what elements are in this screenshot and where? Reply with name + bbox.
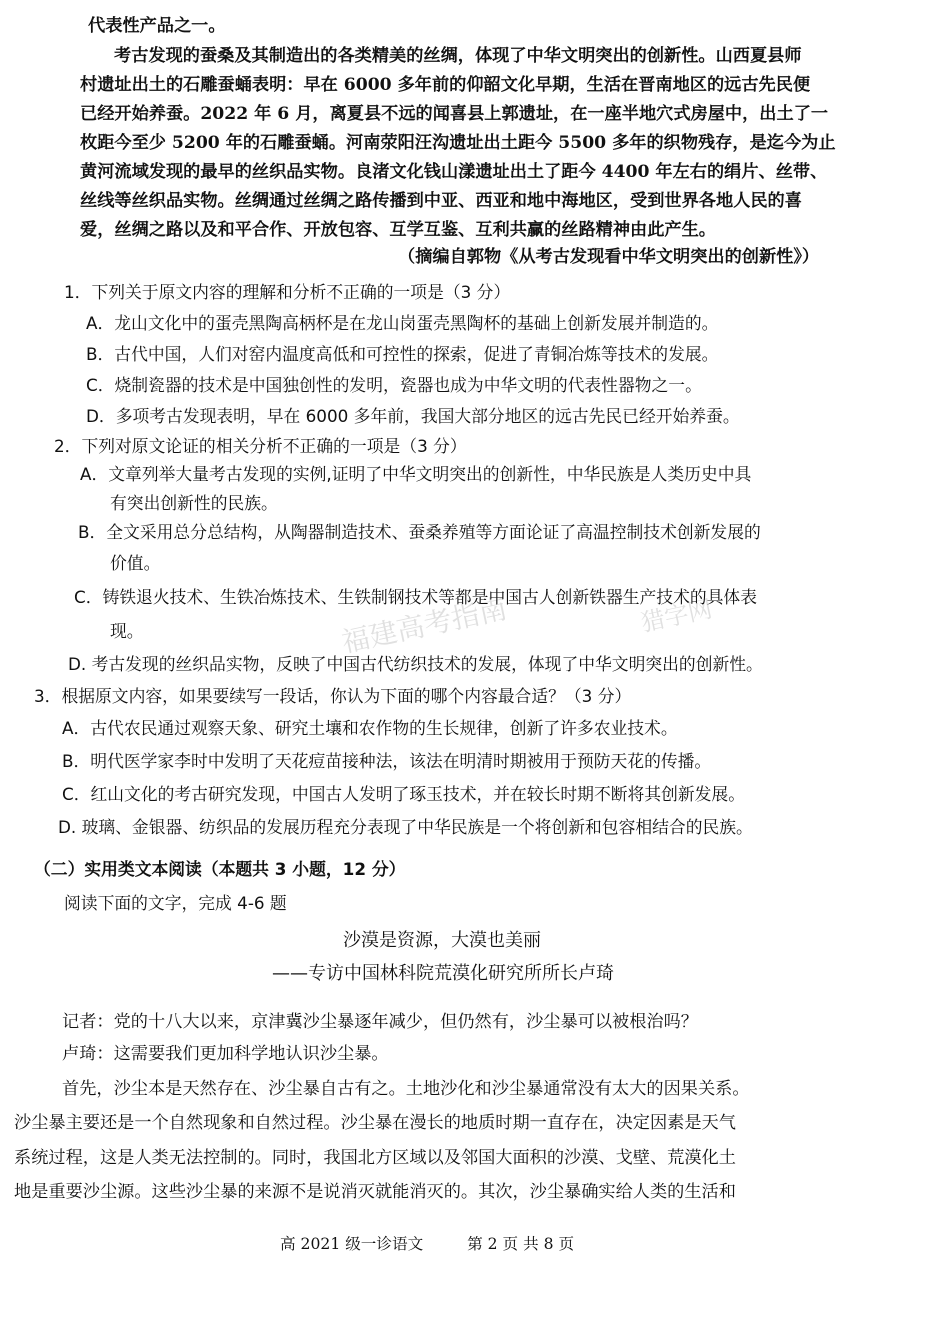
article-paragraph: 地是重要沙尘源。这些沙尘暴的来源不是说消灭就能消灭的。其次，沙尘暴确实给人类的生活和 bbox=[14, 1182, 736, 1202]
footer-page-number: 第 2 页 共 8 页 bbox=[467, 1235, 575, 1253]
question-2-stem: 2．下列对原文论证的相关分析不正确的一项是（3 分） bbox=[54, 436, 467, 456]
watermark-text: 福建高考指南 bbox=[338, 591, 510, 660]
passage-line: 代表性产品之一。 bbox=[88, 16, 226, 36]
article-paragraph: 卢琦：这需要我们更加科学地认识沙尘暴。 bbox=[62, 1044, 389, 1064]
question-2-option-c: C．铸铁退火技术、生铁冶炼技术、生铁制钢技术等都是中国古人创新铁器生产技术的具体表 bbox=[74, 587, 757, 607]
question-2-option-a-cont: 有突出创新性的民族。 bbox=[110, 493, 278, 513]
watermark-brand: 猎字网 bbox=[638, 594, 715, 638]
question-1-option-b: B．古代中国，人们对窑内温度高低和可控性的探索，促进了青铜冶炼等技术的发展。 bbox=[86, 344, 719, 364]
passage-line: 丝线等丝织品实物。丝绸通过丝绸之路传播到中亚、西亚和地中海地区，受到世界各地人民的喜 bbox=[80, 191, 802, 211]
section-instruction: 阅读下面的文字，完成 4-6 题 bbox=[64, 893, 287, 913]
passage-line: 已经开始养蚕。2022 年 6 月，离夏县不远的闻喜县上郭遗址，在一座半地穴式房屋中，出土了一 bbox=[80, 104, 829, 124]
question-1-option-d: D．多项考古发现表明，早在 6000 多年前，我国大部分地区的远古先民已经开始养蚕。 bbox=[86, 406, 740, 426]
question-2-option-d: D. 考古发现的丝织品实物，反映了中国古代纺织技术的发展，体现了中华文明突出的创新性。 bbox=[68, 654, 763, 674]
question-2-option-b-cont: 价值。 bbox=[110, 553, 161, 573]
footer bbox=[280, 1232, 574, 1256]
footer-exam: 高 2021 级一诊语文 bbox=[280, 1235, 424, 1253]
article-paragraph: 系统过程，这是人类无法控制的。同时，我国北方区域以及邻国大面积的沙漠、戈壁、荒漠化土 bbox=[14, 1148, 736, 1168]
passage-line: 考古发现的蚕桑及其制造出的各类精美的丝绸，体现了中华文明突出的创新性。山西夏县师 bbox=[114, 46, 802, 66]
question-2-option-b: B．全文采用总分总结构，从陶器制造技术、蚕桑养殖等方面论证了高温控制技术创新发展的 bbox=[78, 522, 761, 542]
article-paragraph: 记者：党的十八大以来，京津冀沙尘暴逐年减少，但仍然有，沙尘暴可以被根治吗？ bbox=[62, 1012, 698, 1032]
section-heading: （二）实用类文本阅读（本题共 3 小题，12 分） bbox=[34, 859, 406, 879]
article-title: 沙漠是资源，大漠也美丽 bbox=[343, 930, 541, 951]
passage-line: 爱，丝绸之路以及和平合作、开放包容、互学互鉴、互利共赢的丝路精神由此产生。 bbox=[80, 220, 716, 240]
article-paragraph: 沙尘暴主要还是一个自然现象和自然过程。沙尘暴在漫长的地质时期一直存在，决定因素是天气 bbox=[14, 1113, 736, 1133]
article-subtitle: ——专访中国林科院荒漠化研究所所长卢琦 bbox=[272, 963, 614, 984]
question-3-option-a: A．古代农民通过观察天象、研究土壤和农作物的生长规律，创新了许多农业技术。 bbox=[62, 718, 678, 738]
question-1-option-a: A．龙山文化中的蛋壳黑陶高柄杯是在龙山岗蛋壳黑陶杯的基础上创新发展并制造的。 bbox=[86, 313, 719, 333]
question-2-option-a: A．文章列举大量考古发现的实例,证明了中华文明突出的创新性，中华民族是人类历史中具 bbox=[80, 464, 752, 484]
passage-line: 黄河流域发现的最早的丝织品实物。良渚文化钱山漾遗址出土了距今 4400 年左右的绢片、丝带、 bbox=[80, 162, 828, 182]
passage-line: 枚距今至少 5200 年的石雕蚕蛹。河南荥阳汪沟遗址出土距今 5500 多年的织物残存，是迄今为止 bbox=[80, 133, 836, 153]
question-2-option-c-cont: 现。 bbox=[110, 621, 144, 641]
question-3-option-d: D. 玻璃、金银器、纺织品的发展历程充分表现了中华民族是一个将创新和包容相结合的民族。 bbox=[58, 817, 753, 837]
question-3-stem: 3．根据原文内容，如果要续写一段话，你认为下面的哪个内容最合适？（3 分） bbox=[34, 686, 632, 706]
question-3-option-b: B．明代医学家李时中发明了天花痘苗接种法，该法在明清时期被用于预防天花的传播。 bbox=[62, 751, 712, 771]
question-3-option-c: C．红山文化的考古研究发现，中国古人发明了琢玉技术，并在较长时期不断将其创新发展。 bbox=[62, 784, 745, 804]
article-paragraph: 首先，沙尘本是天然存在、沙尘暴自古有之。土地沙化和沙尘暴通常没有太大的因果关系。 bbox=[62, 1079, 750, 1099]
passage-line: 村遗址出土的石雕蚕蛹表明：早在 6000 多年前的仰韶文化早期，生活在晋南地区的远古先民便 bbox=[80, 75, 811, 95]
passage-source: （摘编自郭物《从考古发现看中华文明突出的创新性》） bbox=[398, 247, 820, 267]
question-1-stem: 1．下列关于原文内容的理解和分析不正确的一项是（3 分） bbox=[64, 282, 511, 302]
question-1-option-c: C．烧制瓷器的技术是中国独创性的发明，瓷器也成为中华文明的代表性器物之一。 bbox=[86, 375, 702, 395]
